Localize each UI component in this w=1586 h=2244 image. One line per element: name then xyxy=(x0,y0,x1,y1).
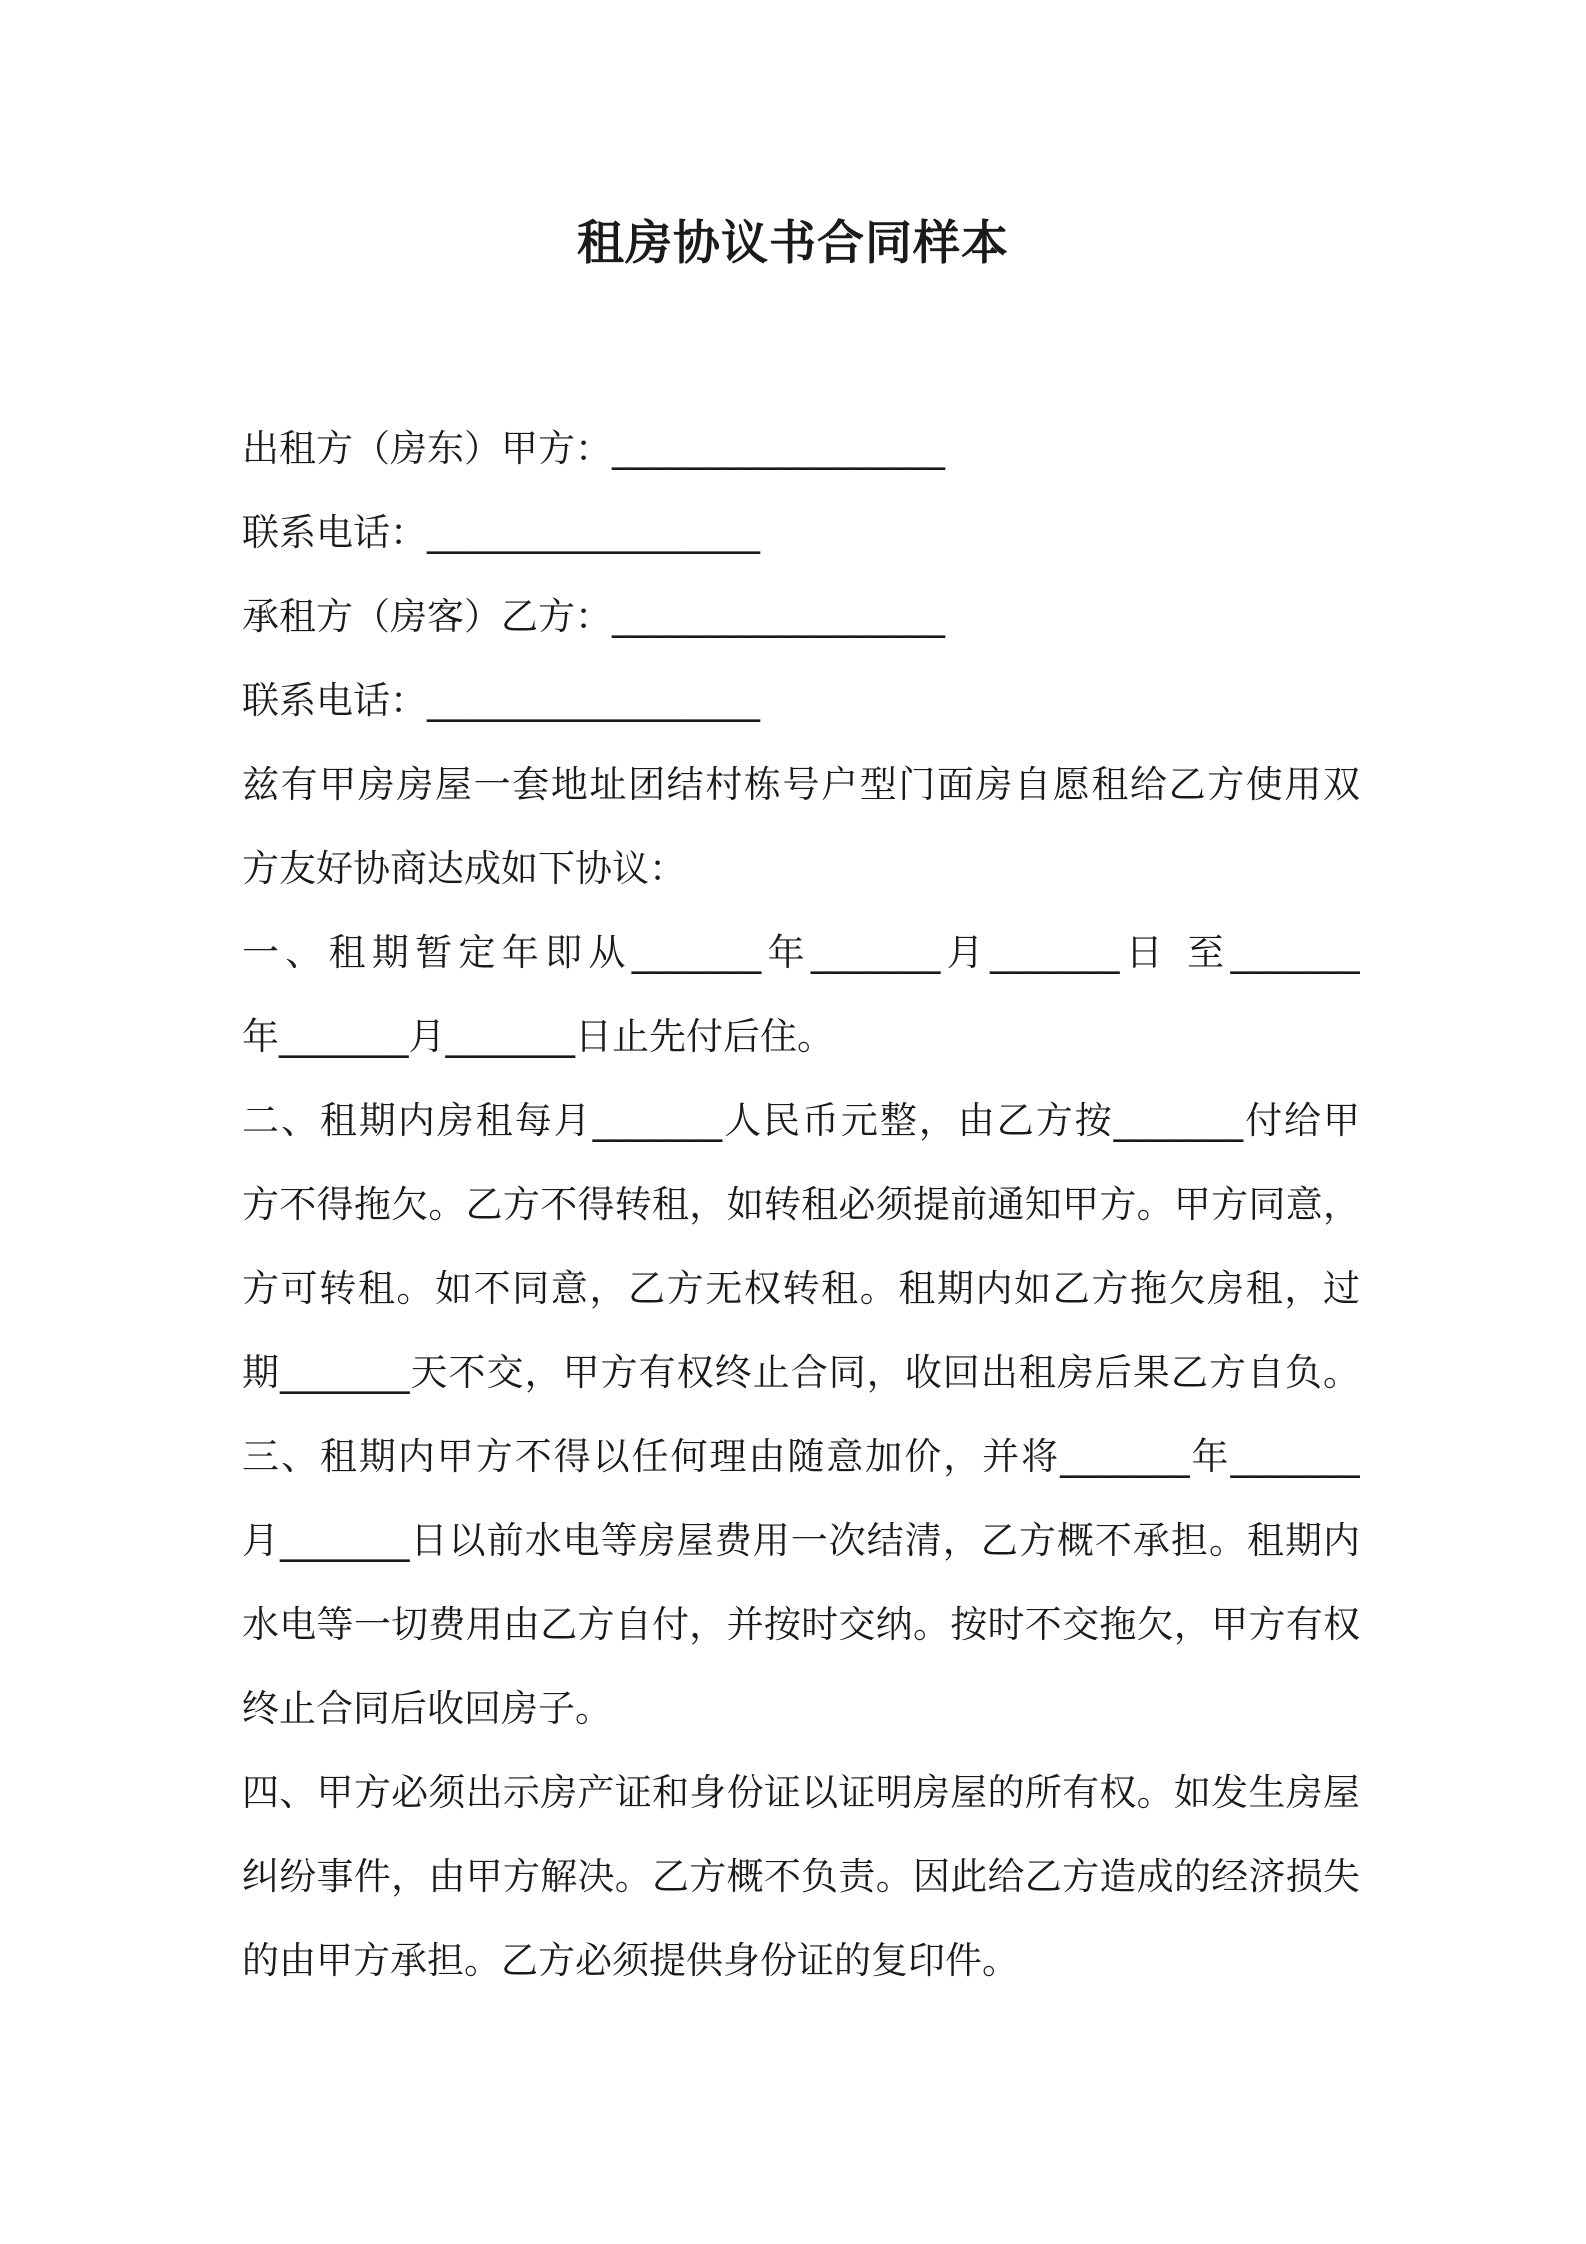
clause-2-line: 方可转租。如不同意，乙方无权转租。租期内如乙方拖欠房租，过 xyxy=(242,1267,1360,1310)
document-title: 租房协议书合同样本 xyxy=(577,216,1009,271)
intro-line: 方友好协商达成如下协议： xyxy=(242,847,686,890)
clause-4-line: 的由甲方承担。乙方必须提供身份证的复印件。 xyxy=(242,1939,1019,1982)
clause-2-line: 期_______天不交，甲方有权终止合同，收回出租房后果乙方自负。 xyxy=(242,1351,1360,1394)
clause-3-line: 终止合同后收回房子。 xyxy=(242,1687,612,1730)
tenant-line: 承租方（房客）乙方：__________________ xyxy=(242,595,945,638)
clause-1-line: 年_______月_______日止先付后住。 xyxy=(242,1015,834,1058)
clause-3-line: 水电等一切费用由乙方自付，并按时交纳。按时不交拖欠，甲方有权 xyxy=(242,1603,1360,1646)
landlord-line: 出租方（房东）甲方：__________________ xyxy=(242,427,945,470)
intro-line: 兹有甲房房屋一套地址团结村栋号户型门面房自愿租给乙方使用双 xyxy=(242,763,1360,806)
document-body xyxy=(242,407,1360,2003)
clause-4-line: 四、甲方必须出示房产证和身份证以证明房屋的所有权。如发生房屋 xyxy=(242,1771,1360,1814)
clause-1-line: 一、租期暂定年即从_______年_______月_______日 至_______ xyxy=(242,931,1360,974)
tenant-phone-line: 联系电话：__________________ xyxy=(242,679,760,722)
clause-3-line: 三、租期内甲方不得以任何理由随意加价，并将_______年_______ xyxy=(242,1435,1360,1478)
clause-2-line: 方不得拖欠。乙方不得转租，如转租必须提前通知甲方。甲方同意， xyxy=(242,1183,1360,1226)
clause-4-line: 纠纷事件，由甲方解决。乙方概不负责。因此给乙方造成的经济损失 xyxy=(242,1855,1360,1898)
landlord-phone-line: 联系电话：__________________ xyxy=(242,511,760,554)
clause-3-line: 月_______日以前水电等房屋费用一次结清，乙方概不承担。租期内 xyxy=(242,1519,1360,1562)
clause-2-line: 二、租期内房租每月_______人民币元整，由乙方按_______付给甲 xyxy=(242,1099,1360,1142)
